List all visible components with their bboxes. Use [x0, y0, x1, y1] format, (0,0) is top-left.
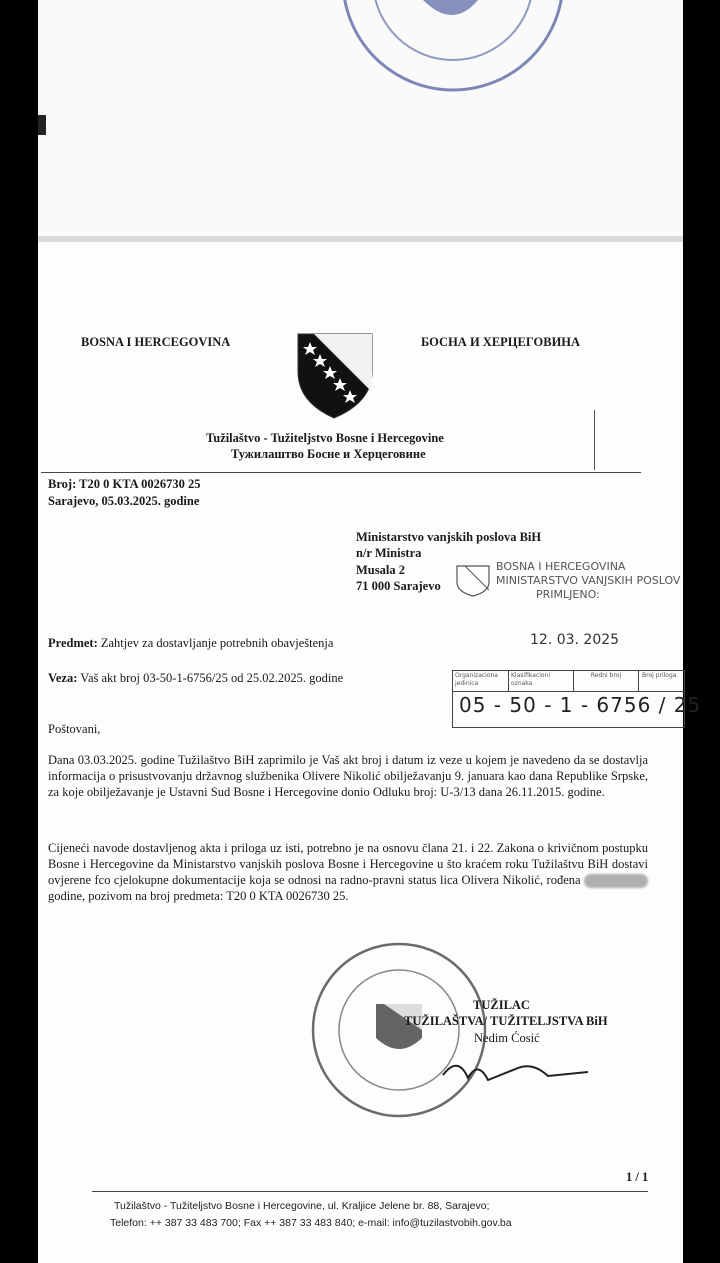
reference-date: Sarajevo, 05.03.2025. godine: [48, 494, 200, 508]
page-number: 1 / 1: [626, 1170, 649, 1184]
institution-name-cyrillic: Тужилаштво Босне и Херцеговине: [231, 447, 426, 461]
subject-line: [48, 635, 333, 651]
signatory-office: TUŽILAŠTVA/ TUŽITELJSTVA BiH: [404, 1014, 608, 1028]
footer-address: Tužilaštvo - Tužiteljstvo Bosne i Hercegovine, ul. Kraljice Jelene br. 88, Sarajevo;: [114, 1200, 490, 1212]
margin-marks: [594, 410, 597, 470]
received-stamp-line-2: MINISTARSTVO VANJSKIH POSLOV: [496, 574, 681, 587]
subject-label: Predmet:: [48, 636, 98, 650]
redacted-birthdate: [584, 874, 648, 888]
paragraph-2-part-2: godine, pozivom na broj predmeta: T20 0 KTA 0026730 25.: [48, 889, 349, 904]
received-date: 12. 03. 2025: [530, 632, 620, 648]
recipient-line-1: Ministarstvo vanjskih poslova BiH: [356, 530, 542, 544]
received-stamp-table: [452, 670, 702, 728]
official-seal: [304, 940, 494, 1120]
received-stamp: [496, 560, 680, 602]
stamp-col-ordinal: Redni broj: [590, 672, 622, 679]
footer-contact: Telefon: ++ 387 33 483 700; Fax ++ 387 33 483 840; e-mail: info@tuzilastvobih.gov.ba: [110, 1217, 512, 1229]
previous-page-fragment: [38, 0, 683, 236]
official-seal-fragment: [328, 0, 628, 120]
recipient-line-2: n/r Ministra: [356, 546, 422, 560]
received-stamp-label: PRIMLJENO:: [536, 588, 600, 601]
stamp-col-org-unit: Organizaciona jedinica: [455, 672, 498, 687]
received-registry-number: 05 - 50 - 1 - 6756 / 25: [459, 693, 702, 717]
signatory-title: TUŽILAC: [473, 998, 530, 1012]
received-stamp-line-1: BOSNA I HERCEGOVINA: [496, 560, 626, 573]
header-rule: [41, 472, 641, 473]
signatory-name: Nedim Ćosić: [474, 1031, 540, 1045]
paragraph-2-part-1: Cijeneći navode dostavljenog akta i priloga uz isti, potrebno je na osnovu člana 21. i 22. Zakona o krivičnom postupku Bosne i Hercegovine da Ministarstvo vanjskih poslova Bosne i Hercegovine u što kraćem roku Tužilaštvu BiH dostavi ovjerene fco cjelokupne dokumentacije koja se odnosi na radno-pravni status lica Olivera Nikolić, rođena: [48, 841, 648, 887]
paragraph-1: Dana 03.03.2025. godine Tužilaštvo BiH zaprimilo je Vaš akt broj i datum iz veze u kojem je navedeno da se dostavlja informacija o prisustvovanju državnog službenika Olivere Nikolić obilježavanju 9. januara kao dana Republike Srpske, za koje obilježavanje je Ustavni Sud Bosne i Hercegovine donio Odluku broj: U-3/13 dana 26.11.2015. godine.: [48, 753, 648, 799]
salutation: Poštovani,: [48, 722, 101, 736]
reference-number: Broj: T20 0 KTA 0026730 25: [48, 477, 201, 491]
handwritten-signature: [438, 1050, 598, 1090]
stamp-col-attachments: Broj priloga: [642, 672, 677, 679]
coat-of-arms-shield-icon: [296, 332, 374, 420]
country-name-latin: BOSNA I HERCEGOVINA: [81, 335, 231, 349]
document-page: [38, 242, 702, 1263]
subject-text: Zahtjev za dostavljanje potrebnih obavještenja: [100, 636, 334, 650]
artifact-mark: [38, 115, 46, 135]
paragraph-2: [48, 840, 648, 904]
recipient-line-3: Musala 2: [356, 563, 405, 577]
footer-rule: [92, 1191, 648, 1192]
institution-name-latin: Tužilaštvo - Tužiteljstvo Bosne i Hercegovine: [206, 431, 444, 445]
connection-label: Veza:: [48, 671, 78, 685]
connection-text: Vaš akt broj 03-50-1-6756/25 od 25.02.2025. godine: [80, 671, 344, 685]
connection-line: [48, 670, 343, 686]
country-name-cyrillic: БОСНА И ХЕРЦЕГОВИНА: [421, 335, 581, 349]
ministry-emblem-icon: [455, 564, 491, 598]
stamp-col-classification: Klasifikacioni oznaka: [511, 672, 551, 687]
recipient-line-4: 71 000 Sarajevo: [356, 579, 441, 593]
